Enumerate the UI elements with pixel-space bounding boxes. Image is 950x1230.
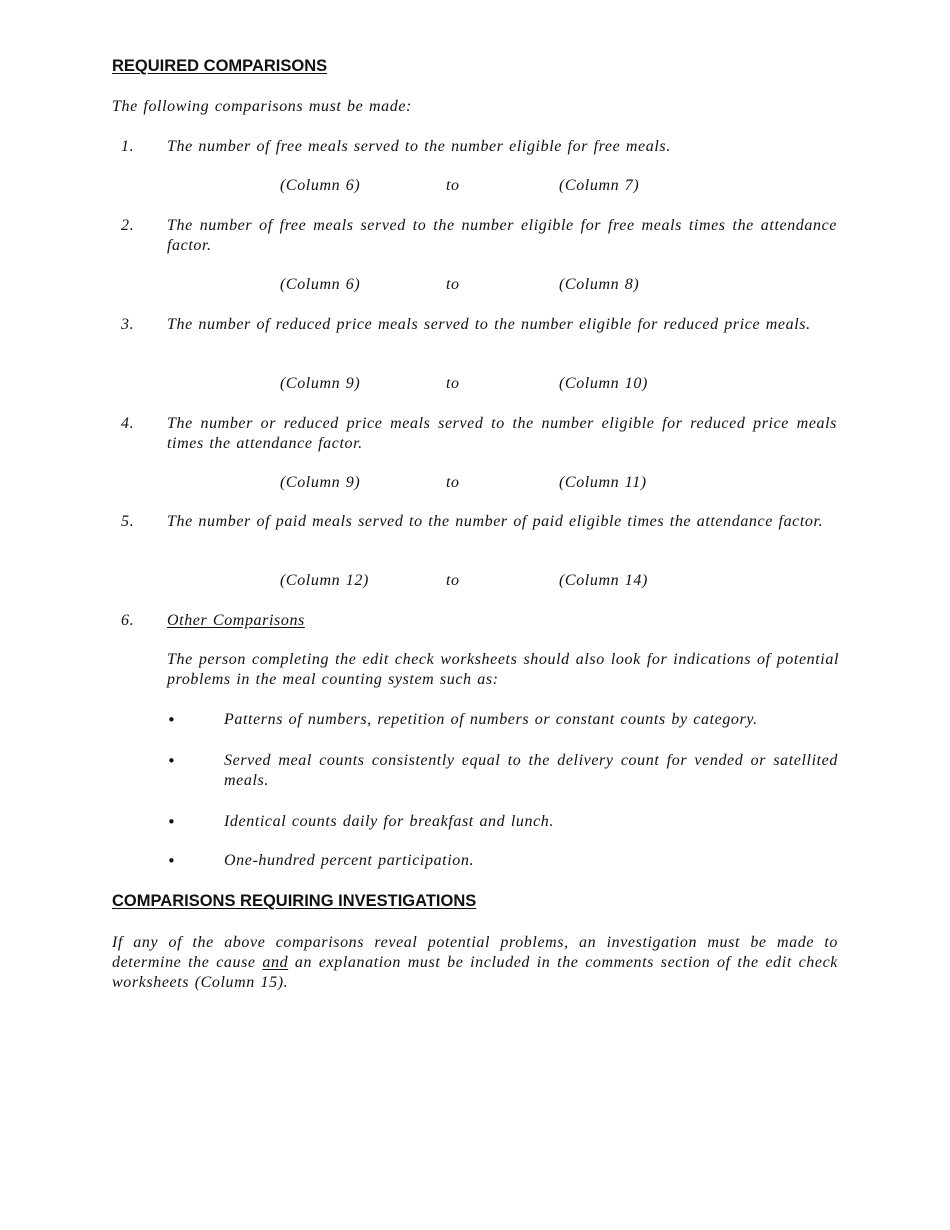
bullet-icon: • bbox=[167, 711, 176, 729]
comparison-left-column: (Column 6) bbox=[280, 177, 361, 194]
comparison-text: The number of reduced price meals served to the number eligible for reduced price meals. bbox=[167, 316, 811, 333]
comparison-right-column: (Column 11) bbox=[559, 474, 647, 491]
comparison-to: to bbox=[446, 177, 460, 194]
comparison-left-column: (Column 6) bbox=[280, 276, 361, 293]
comparison-right-column: (Column 7) bbox=[559, 177, 640, 194]
bullet-icon: • bbox=[167, 752, 176, 770]
item-number: 6. bbox=[121, 612, 135, 629]
comparison-right-column: (Column 8) bbox=[559, 276, 640, 293]
bullet-text: Patterns of numbers, repetition of numbers or constant counts by category. bbox=[224, 711, 758, 728]
item-number: 2. bbox=[121, 217, 135, 234]
comparison-to: to bbox=[446, 276, 460, 293]
comparison-to: to bbox=[446, 375, 460, 392]
comparison-left-column: (Column 9) bbox=[280, 375, 361, 392]
investigation-text-start: If any of the above comparisons reveal potential problems, an investigation must be made to determine the cause bbox=[112, 934, 838, 971]
investigation-paragraph bbox=[112, 933, 838, 993]
intro-text: The following comparisons must be made: bbox=[112, 98, 412, 115]
item-number: 4. bbox=[121, 415, 135, 432]
comparison-text: The number of paid meals served to the number of paid eligible times the attendance factor. bbox=[167, 513, 824, 530]
investigation-emphasis: and bbox=[262, 954, 289, 971]
comparison-to: to bbox=[446, 474, 460, 491]
comparison-to: to bbox=[446, 572, 460, 589]
comparison-text: The number or reduced price meals served to the number eligible for reduced price meals times the attendance factor. bbox=[167, 415, 837, 452]
comparison-left-column: (Column 12) bbox=[280, 572, 369, 589]
comparisons-requiring-investigations-heading: COMPARISONS REQUIRING INVESTIGATIONS bbox=[112, 892, 477, 910]
required-comparisons-heading: REQUIRED COMPARISONS bbox=[112, 57, 328, 75]
bullet-text: Served meal counts consistently equal to the delivery count for vended or satellited meals. bbox=[224, 752, 838, 789]
investigation-text-end: an explanation must be included in the comments section of the edit check worksheets (Column 15). bbox=[112, 954, 838, 991]
bullet-text: One-hundred percent participation. bbox=[224, 852, 475, 869]
item-number: 3. bbox=[121, 316, 135, 333]
comparison-left-column: (Column 9) bbox=[280, 474, 361, 491]
other-comparisons-title: Other Comparisons bbox=[167, 612, 305, 629]
other-comparisons-text: The person completing the edit check worksheets should also look for indications of potential problems in the meal counting system such as: bbox=[167, 651, 839, 688]
item-number: 5. bbox=[121, 513, 135, 530]
comparison-right-column: (Column 14) bbox=[559, 572, 648, 589]
item-number: 1. bbox=[121, 138, 135, 155]
bullet-text: Identical counts daily for breakfast and lunch. bbox=[224, 813, 555, 830]
comparison-text: The number of free meals served to the number eligible for free meals times the attendance factor. bbox=[167, 217, 837, 254]
bullet-icon: • bbox=[167, 852, 176, 870]
comparison-text: The number of free meals served to the number eligible for free meals. bbox=[167, 138, 671, 155]
bullet-icon: • bbox=[167, 813, 176, 831]
comparison-right-column: (Column 10) bbox=[559, 375, 648, 392]
